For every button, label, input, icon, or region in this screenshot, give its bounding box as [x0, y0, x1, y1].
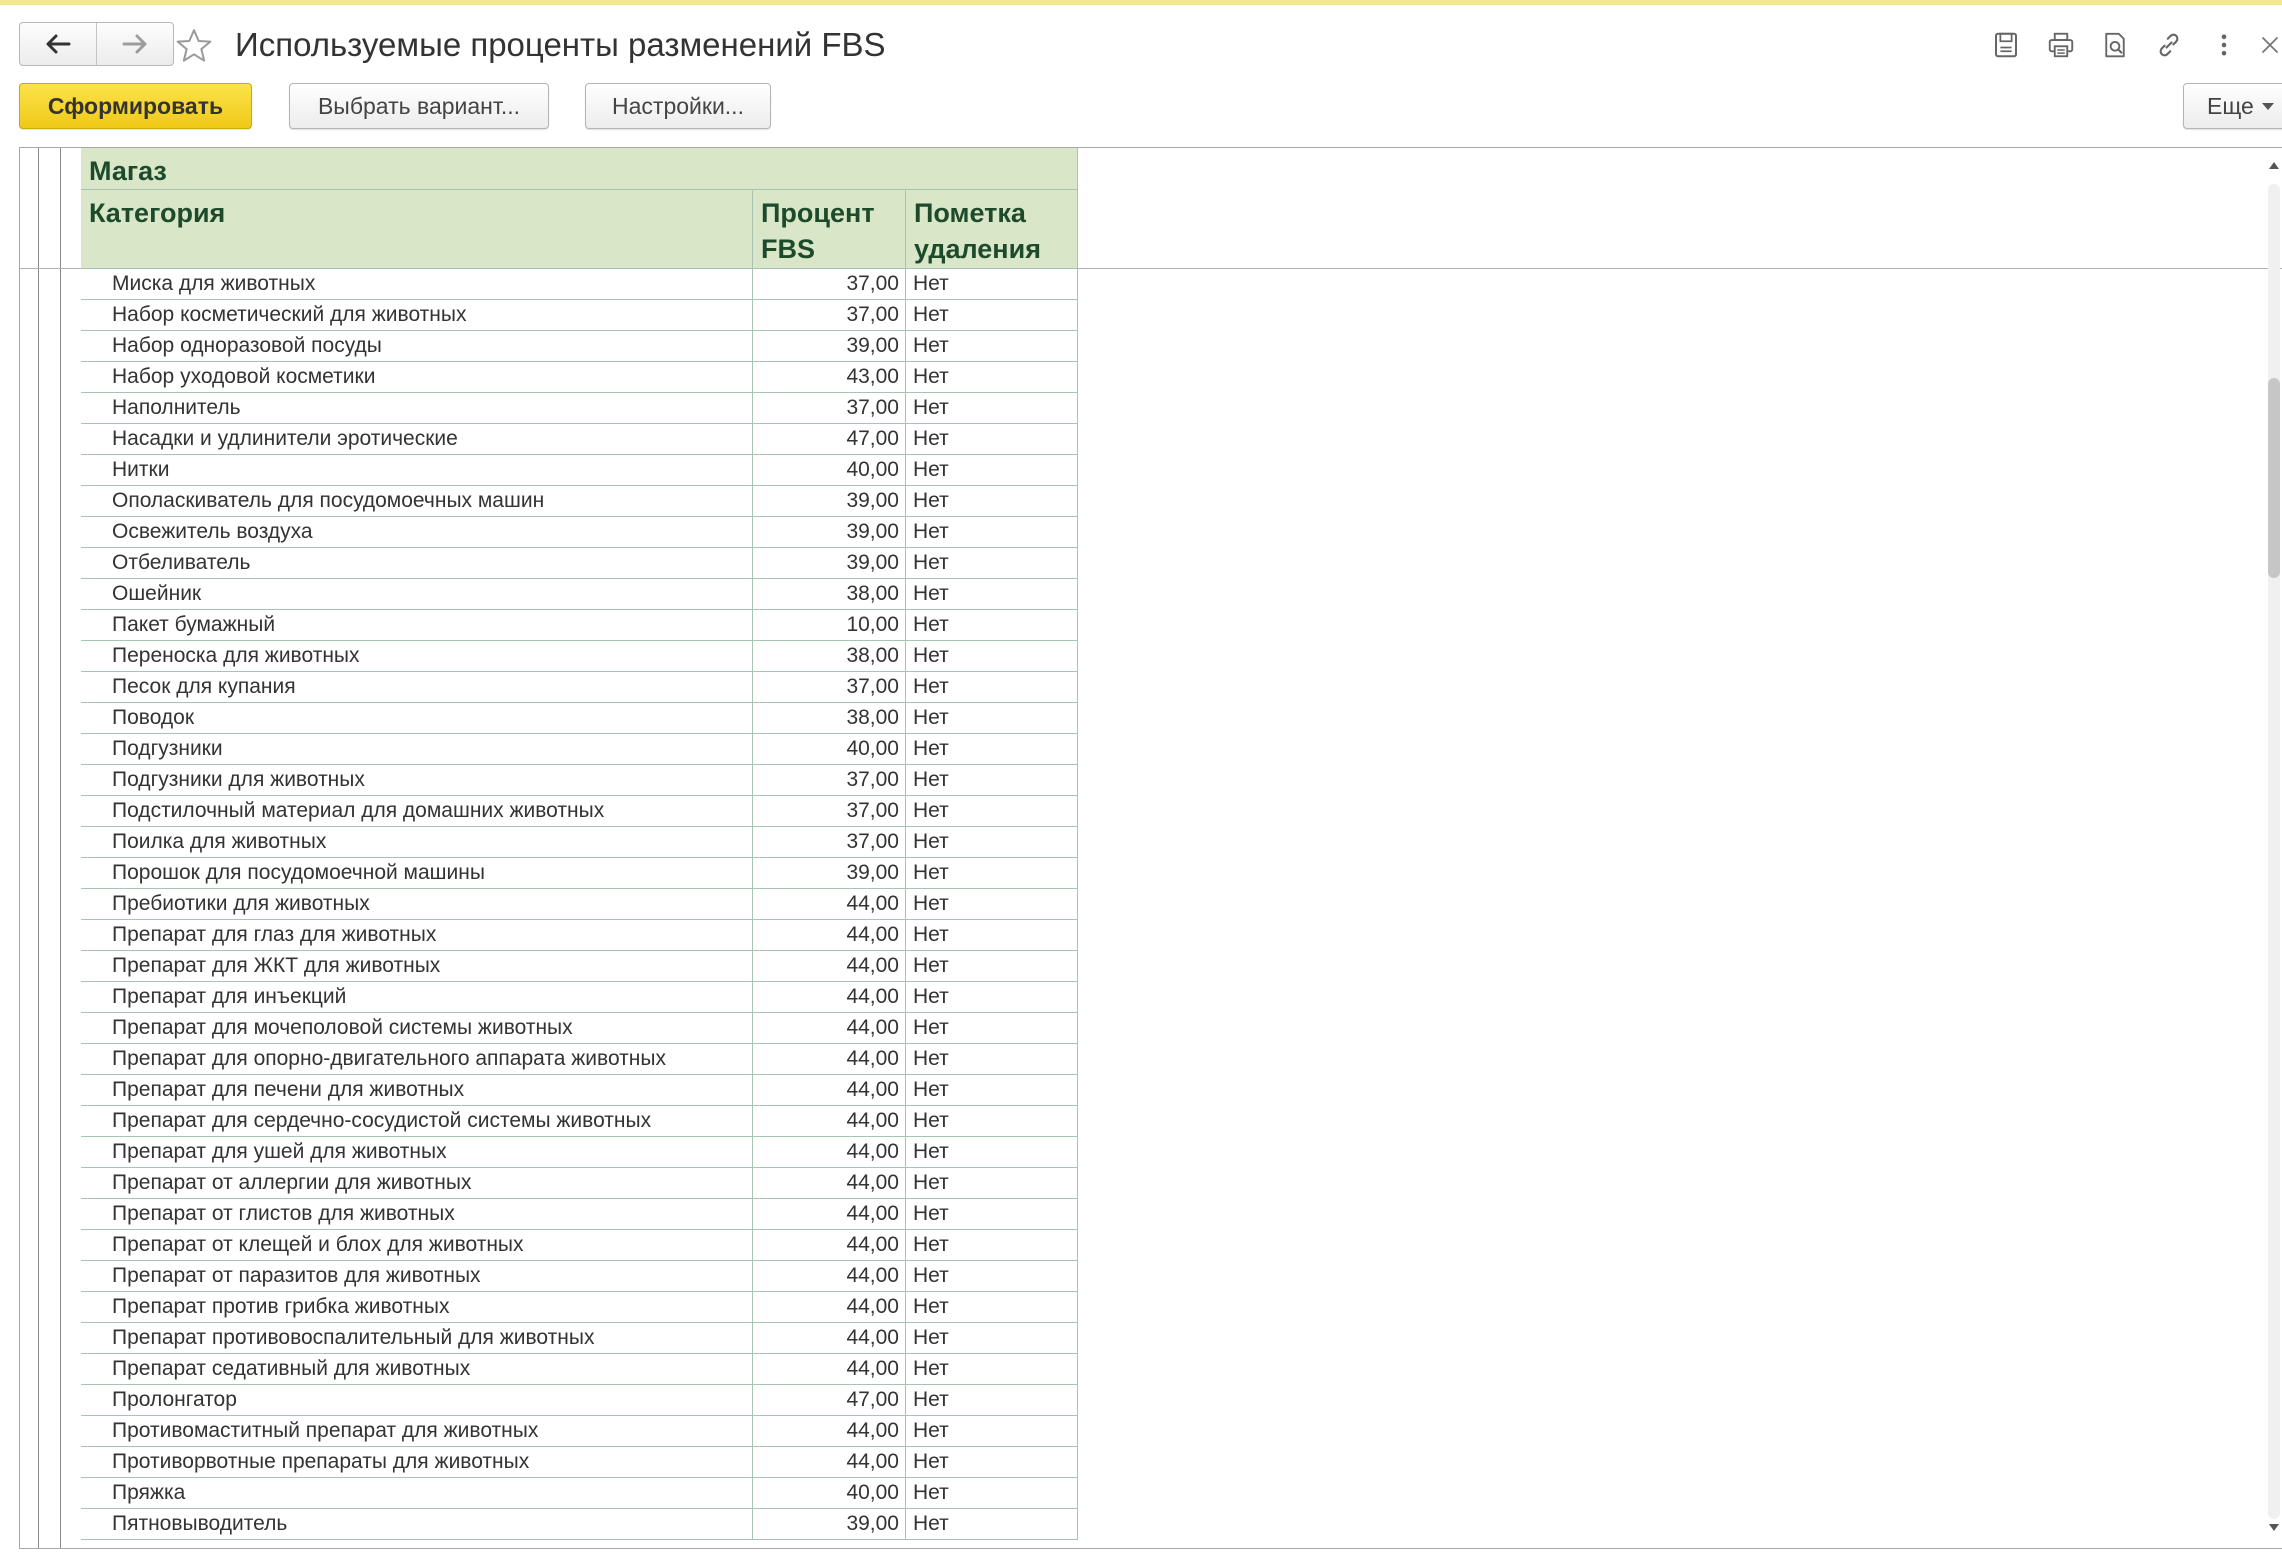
column-header-category: Категория: [81, 190, 753, 269]
more-menu-label: Еще: [2207, 92, 2254, 119]
percent-cell[interactable]: 44,00: [753, 1199, 906, 1230]
forward-button[interactable]: [96, 23, 173, 65]
percent-cell[interactable]: 44,00: [753, 1168, 906, 1199]
deletion-mark-cell[interactable]: Нет: [906, 1199, 1078, 1230]
category-cell[interactable]: Насадки и удлинители эротические: [81, 424, 753, 455]
category-cell[interactable]: Наполнитель: [81, 393, 753, 424]
form-header: [0, 5, 2282, 81]
category-cell[interactable]: Набор уходовой косметики: [81, 362, 753, 393]
arrow-right-icon: [121, 33, 149, 55]
category-cell[interactable]: Препарат от глистов для животных: [81, 1199, 753, 1230]
column-header-deletion-mark: Пометка удаления: [906, 190, 1078, 269]
percent-cell[interactable]: 37,00: [753, 672, 906, 703]
deletion-mark-cell[interactable]: Нет: [906, 734, 1078, 765]
percent-cell[interactable]: 40,00: [753, 734, 906, 765]
arrow-left-icon: [44, 33, 72, 55]
deletion-mark-cell[interactable]: Нет: [906, 1013, 1078, 1044]
percent-cell[interactable]: 37,00: [753, 765, 906, 796]
deletion-mark-cell[interactable]: Нет: [906, 269, 1078, 300]
category-cell[interactable]: Препарат для ушей для животных: [81, 1137, 753, 1168]
category-cell[interactable]: Пакет бумажный: [81, 610, 753, 641]
deletion-mark-cell[interactable]: Нет: [906, 889, 1078, 920]
chevron-down-icon: [2262, 103, 2274, 110]
generate-button[interactable]: Сформировать: [19, 83, 252, 129]
percent-cell[interactable]: 44,00: [753, 889, 906, 920]
percent-cell[interactable]: 37,00: [753, 300, 906, 331]
deletion-mark-cell[interactable]: Нет: [906, 300, 1078, 331]
percent-cell[interactable]: 44,00: [753, 1106, 906, 1137]
link-button[interactable]: [2151, 27, 2187, 63]
star-icon: [174, 26, 214, 66]
navigation-buttons: [19, 22, 174, 66]
deletion-mark-cell[interactable]: Нет: [906, 579, 1078, 610]
percent-cell[interactable]: 44,00: [753, 1416, 906, 1447]
category-cell[interactable]: Препарат от аллергии для животных: [81, 1168, 753, 1199]
deletion-mark-cell[interactable]: Нет: [906, 393, 1078, 424]
category-cell[interactable]: Нитки: [81, 455, 753, 486]
percent-cell[interactable]: 44,00: [753, 1323, 906, 1354]
percent-cell[interactable]: 44,00: [753, 982, 906, 1013]
percent-cell[interactable]: 39,00: [753, 548, 906, 579]
category-cell[interactable]: Подстилочный материал для домашних животных: [81, 796, 753, 827]
category-cell[interactable]: Пятновыводитель: [81, 1509, 753, 1540]
category-cell[interactable]: Препарат для сердечно-сосудистой системы животных: [81, 1106, 753, 1137]
preview-button[interactable]: [2097, 27, 2133, 63]
deletion-mark-cell[interactable]: Нет: [906, 858, 1078, 889]
deletion-mark-cell[interactable]: Нет: [906, 331, 1078, 362]
favorite-button[interactable]: [172, 25, 216, 67]
category-cell[interactable]: Поилка для животных: [81, 827, 753, 858]
deletion-mark-cell[interactable]: Нет: [906, 1354, 1078, 1385]
page-title: Используемые проценты разменений FBS: [235, 26, 886, 63]
percent-cell[interactable]: 37,00: [753, 269, 906, 300]
category-cell[interactable]: Ошейник: [81, 579, 753, 610]
scroll-down-icon[interactable]: [2269, 1524, 2279, 1531]
save-button[interactable]: [1988, 27, 2024, 63]
more-menu-button[interactable]: [2183, 83, 2282, 129]
deletion-mark-cell[interactable]: Нет: [906, 517, 1078, 548]
category-cell[interactable]: Противорвотные препараты для животных: [81, 1447, 753, 1478]
back-button[interactable]: [20, 23, 96, 65]
percent-cell[interactable]: 44,00: [753, 1044, 906, 1075]
category-cell[interactable]: Миска для животных: [81, 269, 753, 300]
percent-cell[interactable]: 38,00: [753, 703, 906, 734]
category-cell[interactable]: Препарат от клещей и блох для животных: [81, 1230, 753, 1261]
close-icon: [2258, 33, 2282, 57]
deletion-mark-cell[interactable]: Нет: [906, 455, 1078, 486]
deletion-mark-cell[interactable]: Нет: [906, 362, 1078, 393]
category-cell[interactable]: Пребиотики для животных: [81, 889, 753, 920]
percent-cell[interactable]: 38,00: [753, 579, 906, 610]
deletion-mark-cell[interactable]: Нет: [906, 486, 1078, 517]
category-cell[interactable]: Препарат против грибка животных: [81, 1292, 753, 1323]
deletion-mark-cell[interactable]: Нет: [906, 548, 1078, 579]
deletion-mark-cell[interactable]: Нет: [906, 672, 1078, 703]
choose-variant-button[interactable]: Выбрать вариант...: [289, 83, 549, 129]
percent-cell[interactable]: 43,00: [753, 362, 906, 393]
percent-cell[interactable]: 44,00: [753, 1447, 906, 1478]
deletion-mark-cell[interactable]: Нет: [906, 1168, 1078, 1199]
percent-cell[interactable]: 47,00: [753, 1385, 906, 1416]
percent-cell[interactable]: 44,00: [753, 1292, 906, 1323]
deletion-mark-cell[interactable]: Нет: [906, 1075, 1078, 1106]
category-cell[interactable]: Препарат для печени для животных: [81, 1075, 753, 1106]
percent-cell[interactable]: 44,00: [753, 1261, 906, 1292]
category-cell[interactable]: Песок для купания: [81, 672, 753, 703]
category-cell[interactable]: Подгузники: [81, 734, 753, 765]
vertical-scrollbar[interactable]: [2264, 148, 2282, 1548]
category-cell[interactable]: Пролонгатор: [81, 1385, 753, 1416]
preview-icon: [2100, 30, 2130, 60]
group-gutter-line: [38, 148, 39, 1548]
deletion-mark-cell[interactable]: Нет: [906, 982, 1078, 1013]
deletion-mark-cell[interactable]: Нет: [906, 1137, 1078, 1168]
print-icon: [2045, 30, 2077, 60]
deletion-mark-cell[interactable]: Нет: [906, 920, 1078, 951]
deletion-mark-cell[interactable]: Нет: [906, 1044, 1078, 1075]
scrollbar-thumb[interactable]: [2268, 378, 2280, 578]
print-button[interactable]: [2043, 27, 2079, 63]
deletion-mark-cell[interactable]: Нет: [906, 1478, 1078, 1509]
deletion-mark-cell[interactable]: Нет: [906, 765, 1078, 796]
percent-cell[interactable]: 44,00: [753, 1230, 906, 1261]
category-cell[interactable]: Набор косметический для животных: [81, 300, 753, 331]
category-cell[interactable]: Препарат от паразитов для животных: [81, 1261, 753, 1292]
percent-cell[interactable]: 37,00: [753, 827, 906, 858]
more-actions-button[interactable]: [2206, 27, 2242, 63]
percent-cell[interactable]: 39,00: [753, 331, 906, 362]
deletion-mark-cell[interactable]: Нет: [906, 1292, 1078, 1323]
percent-cell[interactable]: 44,00: [753, 920, 906, 951]
percent-cell[interactable]: 44,00: [753, 1354, 906, 1385]
category-cell[interactable]: Подгузники для животных: [81, 765, 753, 796]
percent-cell[interactable]: 39,00: [753, 486, 906, 517]
category-cell[interactable]: Препарат для опорно-двигательного аппарата животных: [81, 1044, 753, 1075]
percent-cell[interactable]: 39,00: [753, 858, 906, 889]
deletion-mark-cell[interactable]: Нет: [906, 951, 1078, 982]
category-cell[interactable]: Набор одноразовой посуды: [81, 331, 753, 362]
percent-cell[interactable]: 47,00: [753, 424, 906, 455]
deletion-mark-cell[interactable]: Нет: [906, 1261, 1078, 1292]
category-cell[interactable]: Порошок для посудомоечной машины: [81, 858, 753, 889]
column-header-percent: Процент FBS: [753, 190, 906, 269]
scroll-up-icon[interactable]: [2269, 162, 2279, 169]
save-icon: [1991, 30, 2021, 60]
category-cell[interactable]: Препарат для инъекций: [81, 982, 753, 1013]
deletion-mark-cell[interactable]: Нет: [906, 1509, 1078, 1540]
percent-cell[interactable]: 40,00: [753, 455, 906, 486]
more-vertical-icon: [2218, 31, 2230, 59]
category-cell[interactable]: Отбеливатель: [81, 548, 753, 579]
percent-cell[interactable]: 44,00: [753, 1137, 906, 1168]
deletion-mark-cell[interactable]: Нет: [906, 1106, 1078, 1137]
category-cell[interactable]: Переноска для животных: [81, 641, 753, 672]
group-header-cell: Магаз: [81, 148, 1078, 190]
category-cell[interactable]: Препарат противовоспалительный для животных: [81, 1323, 753, 1354]
percent-cell[interactable]: 44,00: [753, 1013, 906, 1044]
deletion-mark-cell[interactable]: Нет: [906, 703, 1078, 734]
category-cell[interactable]: Ополаскиватель для посудомоечных машин: [81, 486, 753, 517]
close-button[interactable]: [2258, 27, 2282, 63]
deletion-mark-cell[interactable]: Нет: [906, 796, 1078, 827]
percent-cell[interactable]: 37,00: [753, 796, 906, 827]
percent-cell[interactable]: 40,00: [753, 1478, 906, 1509]
percent-cell[interactable]: 44,00: [753, 1075, 906, 1106]
category-cell[interactable]: Противомаститный препарат для животных: [81, 1416, 753, 1447]
percent-cell[interactable]: 38,00: [753, 641, 906, 672]
deletion-mark-cell[interactable]: Нет: [906, 1385, 1078, 1416]
category-cell[interactable]: Препарат для мочеполовой системы животных: [81, 1013, 753, 1044]
deletion-mark-cell[interactable]: Нет: [906, 1447, 1078, 1478]
category-cell[interactable]: Препарат для ЖКТ для животных: [81, 951, 753, 982]
settings-button[interactable]: Настройки...: [585, 83, 771, 129]
group-gutter-line: [60, 148, 61, 1548]
deletion-mark-cell[interactable]: Нет: [906, 827, 1078, 858]
percent-cell[interactable]: 37,00: [753, 393, 906, 424]
percent-cell[interactable]: 39,00: [753, 517, 906, 548]
report-spreadsheet[interactable]: [19, 147, 2282, 1549]
deletion-mark-cell[interactable]: Нет: [906, 1323, 1078, 1354]
percent-cell[interactable]: 10,00: [753, 610, 906, 641]
deletion-mark-cell[interactable]: Нет: [906, 424, 1078, 455]
deletion-mark-cell[interactable]: Нет: [906, 641, 1078, 672]
category-cell[interactable]: Препарат для глаз для животных: [81, 920, 753, 951]
link-icon: [2154, 30, 2184, 60]
deletion-mark-cell[interactable]: Нет: [906, 1230, 1078, 1261]
deletion-mark-cell[interactable]: Нет: [906, 1416, 1078, 1447]
percent-cell[interactable]: 44,00: [753, 951, 906, 982]
category-cell[interactable]: Поводок: [81, 703, 753, 734]
deletion-mark-cell[interactable]: Нет: [906, 610, 1078, 641]
percent-cell[interactable]: 39,00: [753, 1509, 906, 1540]
category-cell[interactable]: Препарат седативный для животных: [81, 1354, 753, 1385]
category-cell[interactable]: Освежитель воздуха: [81, 517, 753, 548]
category-cell[interactable]: Пряжка: [81, 1478, 753, 1509]
